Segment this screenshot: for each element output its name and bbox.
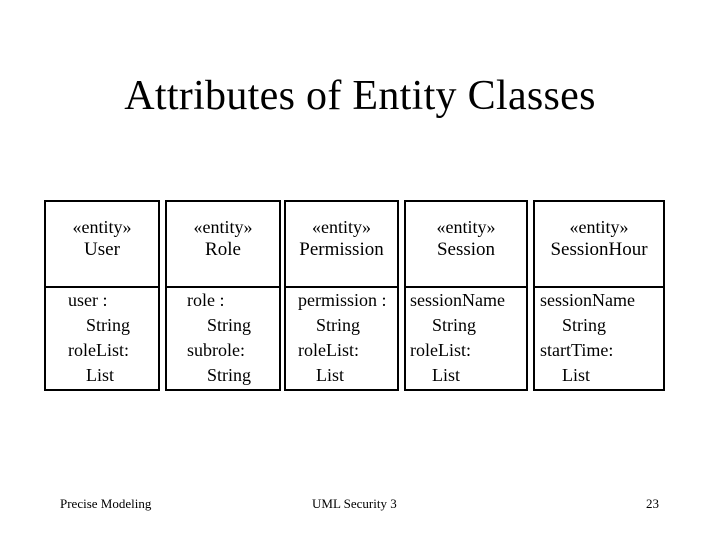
class-header — [286, 202, 397, 288]
class-attributes — [167, 288, 279, 389]
attribute-name: roleList: — [410, 340, 471, 360]
attribute-name: role : — [187, 290, 225, 310]
class-user — [44, 200, 160, 391]
footer-course-title: Precise Modeling — [60, 496, 152, 511]
stereotype: «entity» — [436, 217, 496, 237]
attribute-type: List — [316, 365, 345, 385]
attribute-name: sessionName — [540, 290, 635, 310]
stereotype: «entity» — [193, 217, 253, 237]
attribute-name: sessionName — [410, 290, 505, 310]
attribute-name: startTime: — [540, 340, 614, 360]
class-header — [167, 202, 279, 288]
class-header — [46, 202, 158, 288]
class-name: Permission — [299, 239, 384, 260]
attribute-name: roleList: — [298, 340, 359, 360]
class-attributes — [406, 288, 526, 389]
stereotype: «entity» — [72, 217, 132, 237]
class-name: User — [84, 239, 120, 260]
attribute-type: String — [316, 315, 361, 335]
class-header — [535, 202, 663, 288]
attribute-name: permission : — [298, 290, 387, 310]
class-attributes — [286, 288, 397, 389]
class-name: Role — [205, 239, 241, 260]
attribute-type: String — [207, 315, 252, 335]
class-name: Session — [436, 239, 496, 260]
attribute-name: subrole: — [187, 340, 245, 360]
attribute-name: roleList: — [68, 340, 129, 360]
class-attributes — [46, 288, 158, 389]
attribute-type: String — [562, 315, 607, 335]
attribute-type: String — [207, 365, 252, 385]
class-session — [404, 200, 528, 391]
attribute-type: List — [86, 365, 115, 385]
entity-class-diagram — [44, 200, 666, 391]
slide-title: Attributes of Entity Classes — [124, 73, 596, 119]
stereotype: «entity» — [312, 217, 371, 237]
page-number: 23 — [646, 496, 659, 511]
class-session-hour — [533, 200, 665, 391]
class-attributes — [535, 288, 663, 389]
attribute-type: String — [432, 315, 477, 335]
class-role — [165, 200, 281, 391]
stereotype: «entity» — [569, 217, 629, 237]
attribute-type: List — [432, 365, 461, 385]
class-name: SessionHour — [550, 239, 648, 260]
attribute-type: String — [86, 315, 131, 335]
class-header — [406, 202, 526, 288]
attribute-type: List — [562, 365, 591, 385]
class-permission — [284, 200, 399, 391]
footer-lecture-title: UML Security 3 — [312, 496, 397, 511]
attribute-name: user : — [68, 290, 108, 310]
